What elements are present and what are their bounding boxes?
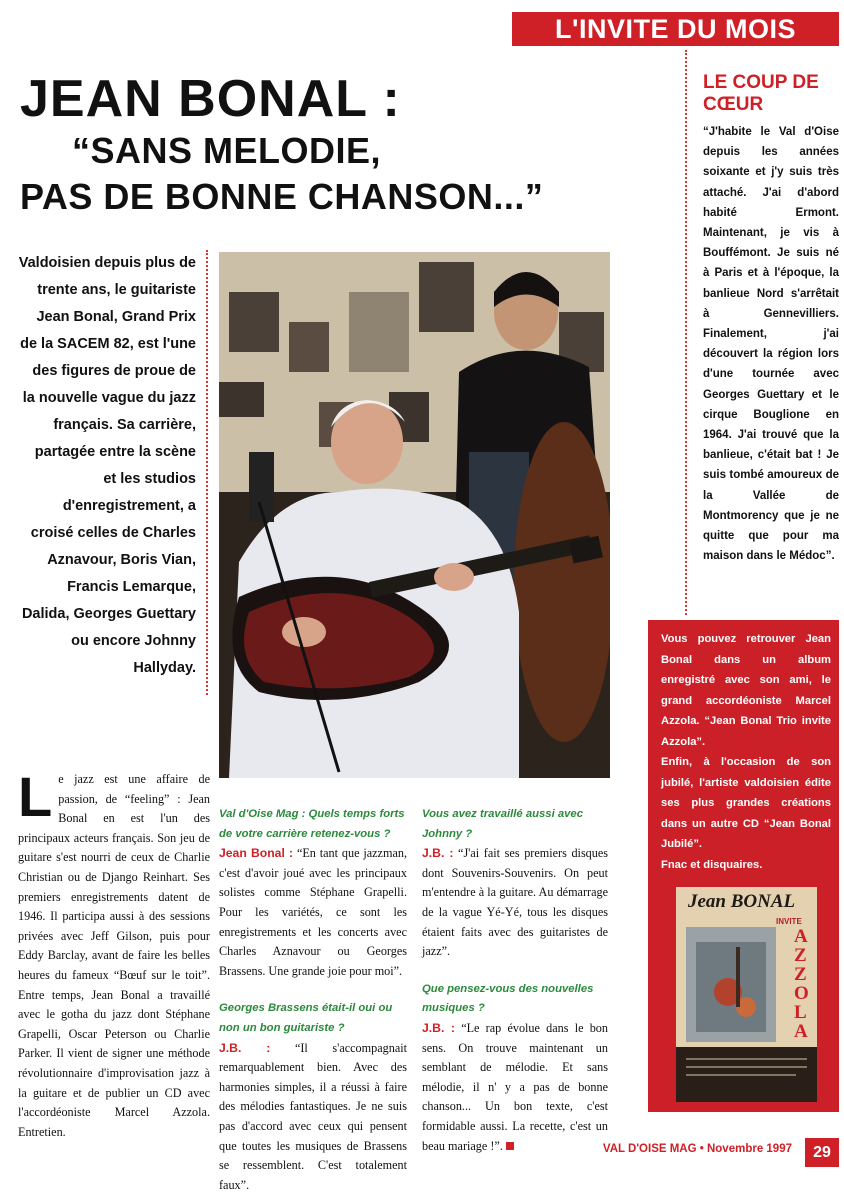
answer-text: “J'ai fait ses premiers disques dont Souvenirs-Souvenirs. On peut m'entendre à la guitare. Au démarrage de la vague Yé-Yé, tous les disques étaient faits avec des guitaristes de jazz”.	[422, 846, 609, 959]
speaker-label: J.B. :	[219, 1040, 271, 1055]
answer-text: “Le rap évolue dans le bon sens. On trouve maintenant un semblant de mélodie. Et sans mélodie, il n' y a pas de bonne chanson... Un bon texte, c'est formidable aussi. La recette, c'est un beau mariage !”.	[422, 1020, 608, 1153]
drop-cap: L	[18, 765, 53, 828]
interview-question: Val d'Oise Mag : Quels temps forts de votre carrière retenez-vous ?	[219, 808, 405, 840]
page-number: 29	[805, 1138, 839, 1167]
lede-divider	[206, 250, 208, 695]
article-title	[20, 70, 620, 220]
answer-text: “En tant que jazzman, c'est d'avoir joué avec les principaux solistes comme Stéphane Grapelli. Pour les variétés, ce sont les enregistrements et les concerts avec Charles Aznavour ou Georges Brassens. Une grande joie pour moi”.	[219, 846, 407, 978]
speaker-label: J.B. :	[422, 1020, 455, 1035]
musicians-photo	[219, 252, 610, 778]
cd-cover	[676, 887, 817, 1102]
interview-answer	[219, 1039, 407, 1195]
title-line-1: JEAN BONAL :	[20, 70, 401, 128]
intro-text: e jazz est une affaire de passion, de “feeling” : Jean Bonal en est l'un des principaux acteurs français. Son jeu de guitare s'est nourri de ceux de Charlie Christian ou de Django Reinhart. Ses premiers enregistrements datent de 1946. Il participa aussi à des sessions privées avec Jeff Gilson, puis pour Eddy Barclay, avant de faire les belles heures du fameux “Bœuf sur le toit”. Entre temps, Jean Bonal a travaillé avec le gotha du jazz dont Stéphane Grapelli, Oscar Peterson ou Charlie Parker. Il vient de signer une méthode révolutionnaire d'improvisation jazz à la guitare et de publier un CD avec l'accordéoniste Marcel Azzola. Entretien.	[18, 772, 210, 1139]
album-info-p1: Vous pouvez retrouver Jean Bonal dans un album enregistré avec son ami, le grand accordéoniste Marcel Azzola. “Jean Bonal Trio invite Azzola”.	[661, 633, 831, 748]
magazine-footer: VAL D'OISE MAG • Novembre 1997	[602, 1143, 792, 1155]
cd-artist: Jean BONAL	[688, 891, 796, 912]
interview-question: Georges Brassens était-il oui ou non un bon guitariste ?	[219, 1002, 393, 1034]
cd-invite: INVITE	[776, 917, 802, 926]
album-info-box	[648, 620, 839, 1112]
end-mark-icon	[506, 1142, 514, 1150]
sidebar-divider	[685, 50, 687, 615]
section-banner: L'INVITE DU MOIS	[512, 12, 839, 46]
interview-question: Vous avez travaillé aussi avec Johnny ?	[422, 808, 583, 840]
cd-guest: AZZOLA	[794, 926, 809, 1042]
interview-column-2	[219, 805, 407, 1195]
interview-column-3	[422, 805, 608, 1156]
intro-column	[18, 765, 210, 1142]
title-line-3: PAS DE BONNE CHANSON...”	[20, 176, 544, 217]
answer-text: “Il s'accompagnait remarquablement bien. Avec des harmonies simples, il a réussi à faire des mélodies fantastiques. Je ne suis pas d'accord avec ceux qui pensent que toutes les musiques de Brassens se ressemblent. C'est totalement faux”.	[219, 1040, 407, 1192]
speaker-label: Jean Bonal :	[219, 846, 294, 861]
interview-question: Que pensez-vous des nouvelles musiques ?	[422, 982, 594, 1015]
interview-answer	[422, 844, 608, 962]
coup-de-coeur-text: “J'habite le Val d'Oise depuis les années soixante et j'y suis très attaché. J'ai d'abord habité Ermont. Maintenant, je vis à Bouffémont. Je suis né à Paris et à l'époque, la banlieue Nord s'arrêtait à Gennevilliers. Finalement, j'ai découvert la région lors d'une tournée avec Georges Guettary et le cirque Bouglione en 1964. J'ai trouvé que la banlieue, c'était bat ! Je suis tombé amoureux de la Vallée de Montmorency que je ne quitte que pour ma maison dans le Médoc”.	[703, 126, 839, 563]
interview-answer	[422, 1019, 608, 1156]
coup-de-coeur-title: LE COUP DE CŒUR	[703, 72, 819, 115]
lede-paragraph: Valdoisien depuis plus de trente ans, le guitariste Jean Bonal, Grand Prix de la SACEM 82, est l'une des figures de proue de la nouvelle vague du jazz français. Sa carrière, partagée entre la scène et les studios d'enregistrement, a croisé celles de Charles Aznavour, Boris Vian, Francis Lemarque, Dalida, Georges Guettary ou encore Johnny Hallyday.	[18, 255, 196, 676]
interview-answer	[219, 844, 407, 981]
title-line-2: “SANS MELODIE,	[72, 130, 382, 171]
album-info-p2: Enfin, à l'occasion de son jubilé, l'artiste valdoisien édite ses plus grandes créations dans un autre CD “Jean Bonal Jubilé”.	[661, 756, 831, 850]
speaker-label: J.B. :	[422, 846, 454, 861]
album-info-text	[661, 629, 831, 875]
album-info-p3: Fnac et disquaires.	[661, 858, 763, 871]
coup-de-coeur	[703, 72, 839, 566]
